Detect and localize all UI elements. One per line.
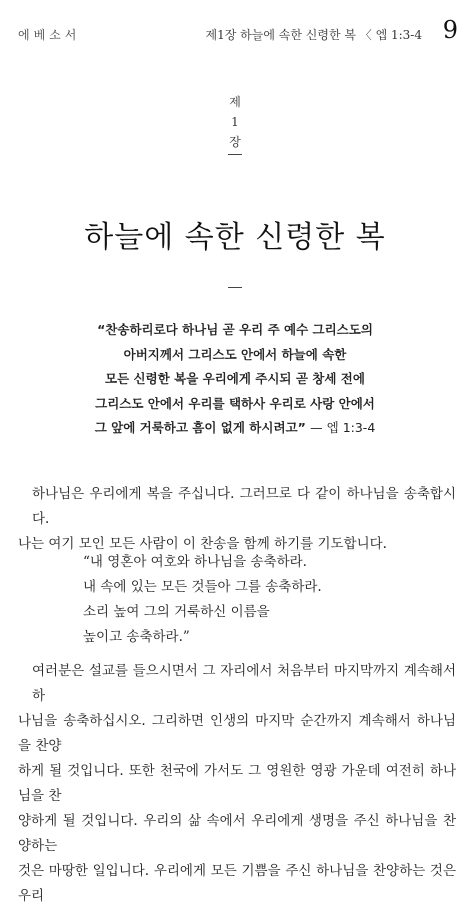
chapter-label-part: 장 (229, 135, 241, 149)
paragraph-line: 여러분은 설교를 들으시면서 그 자리에서 처음부터 마지막까지 계속해서 하 (32, 663, 456, 704)
epigraph-line (60, 416, 410, 441)
chapter-number: 1 (231, 115, 239, 129)
body-paragraph (18, 482, 456, 557)
poem-line: 소리 높여 그의 거룩하신 이름을 (83, 604, 270, 620)
chapter-divider (228, 154, 242, 155)
poem-line: “내 영혼아 여호와 하나님을 송축하라. (83, 554, 307, 570)
chapter-title: 하늘에 속한 신령한 복 (84, 220, 386, 255)
chapter-label-part: 제 (229, 95, 241, 109)
scripture-reference: — 엡 1:3-4 (310, 420, 376, 435)
chapter-label (0, 92, 470, 155)
paragraph-line: 나는 여기 모인 모든 사람이 이 찬송을 함께 하기를 기도합니다. (18, 536, 387, 552)
paragraph-line: 하게 될 것입니다. 또한 천국에 가서도 그 영원한 영광 가운데 여전히 하나님을 찬 (18, 763, 456, 804)
paragraph-line: 하나님은 우리에게 복을 주십니다. 그러므로 다 같이 하나님을 송축합시다. (32, 486, 456, 527)
epigraph-line: 그리스도 안에서 우리를 택하사 우리로 사랑 안에서 (95, 395, 375, 411)
epigraph-quote (60, 318, 410, 441)
epigraph-line: “찬송하리로다 하나님 곧 우리 주 예수 그리스도의 (97, 322, 373, 337)
epigraph-line-text: 그 앞에 거룩하고 흠이 없게 하시려고” (94, 420, 306, 435)
psalm-quote (83, 550, 322, 650)
page-number: 9 (442, 16, 458, 44)
paragraph-line: 양하게 될 것입니다. 우리의 삶 속에서 우리에게 생명을 주신 하나님을 찬양하는 (18, 813, 456, 854)
paragraph-line: 것은 마땅한 일입니다. 우리에게 모든 기쁨을 주신 하나님을 찬양하는 것은 우리 (18, 863, 456, 904)
title-divider (228, 287, 242, 288)
book-title: 에베소서 (18, 28, 81, 42)
poem-line: 내 속에 있는 모든 것들아 그를 송축하라. (83, 579, 322, 595)
chapter-running-title: 제1장 하늘에 속한 신령한 복 〈 엡 1:3-4 (205, 28, 422, 42)
body-paragraph (18, 659, 456, 909)
running-header (0, 16, 470, 52)
epigraph-line: 아버지께서 그리스도 안에서 하늘에 속한 (123, 346, 347, 362)
epigraph-line: 모든 신령한 복을 우리에게 주시되 곧 창세 전에 (105, 371, 365, 386)
paragraph-line: 나님을 송축하십시오. 그리하면 인생의 마지막 순간까지 계속해서 하나님을 찬양 (18, 713, 456, 754)
poem-line: 높이고 송축하라.” (83, 629, 190, 645)
